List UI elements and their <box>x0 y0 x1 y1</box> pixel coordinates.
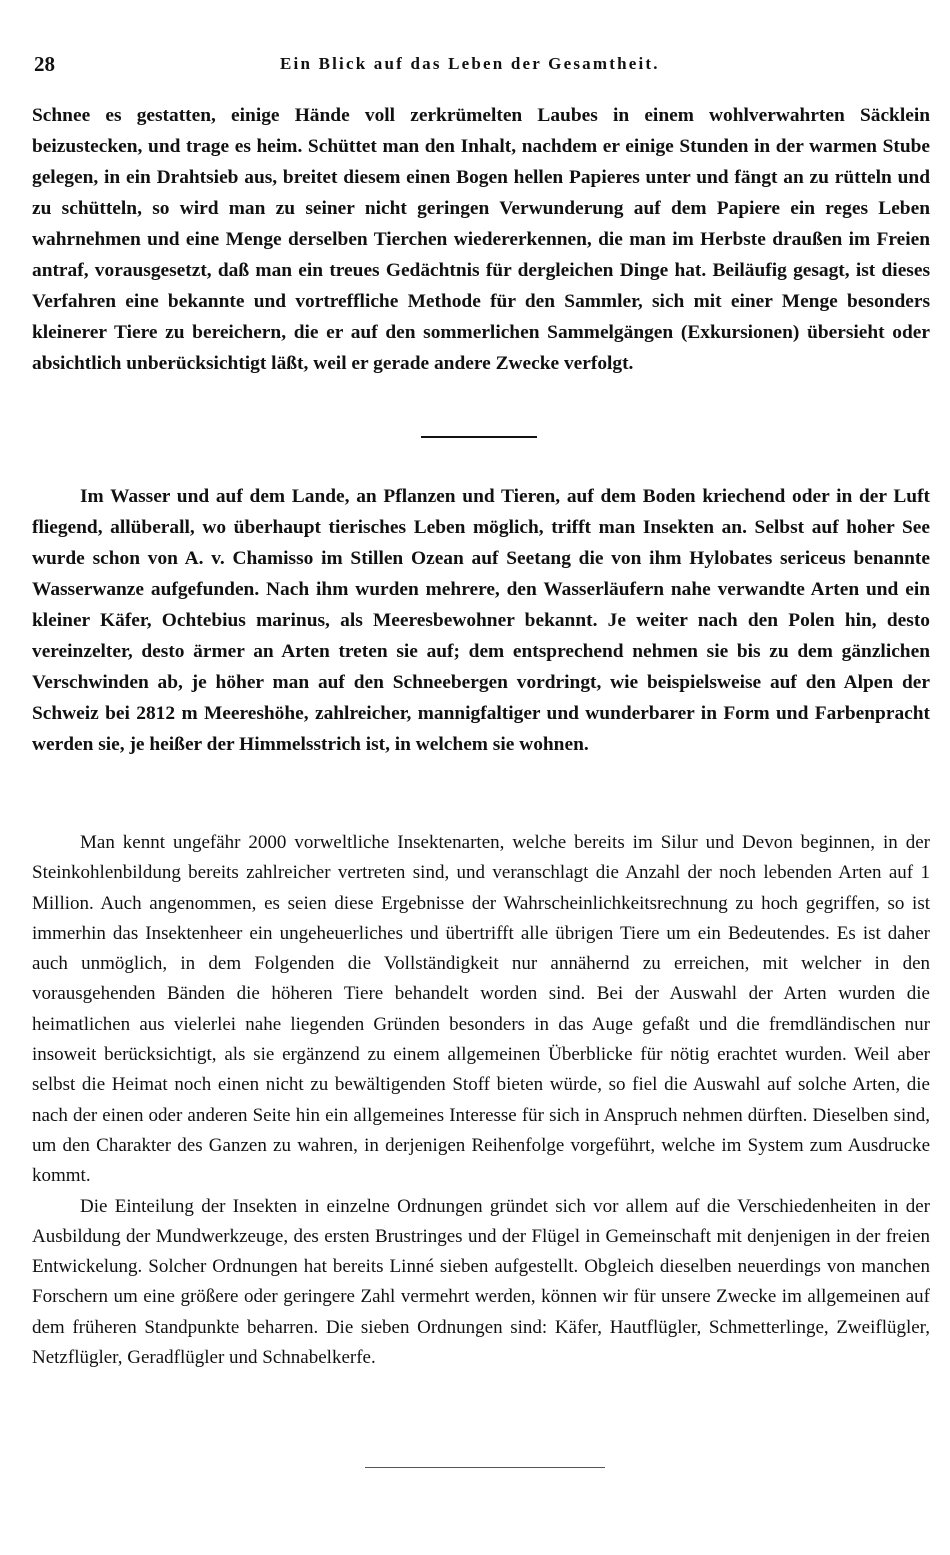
continuation-section <box>32 100 930 379</box>
species-count-section <box>32 828 930 1373</box>
bottom-rule <box>365 1467 605 1468</box>
continuation-paragraph: Schnee es gestatten, einige Hände voll zerkrümelten Laubes in einem wohlverwahrten Säcklein beizustecken, und trage es heim. Schüttet man den Inhalt, nachdem er einige Stunden in der warmen Stube gelegen, in ein Drahtsieb aus, breitet diesem einen Bogen hellen Papieres unter und fängt an zu rütteln und zu schütteln, so wird man zu seiner nicht geringen Verwunderung auf dem Papiere ein reges Leben wahrnehmen und eine Menge derselben Tierchen wiedererkennen, die man im Herbste draußen im Freien antraf, vorausgesetzt, daß man ein treues Gedächtnis für dergleichen Dinge hat. Beiläufig gesagt, ist dieses Verfahren eine bekannte und vortreffliche Methode für den Sammler, sich mit einer Menge besonders kleinerer Tiere zu bereichern, die er auf den sommerlichen Sammelgängen (Exkursionen) übersieht oder absichtlich unberücksichtigt läßt, weil er gerade andere Zwecke verfolgt. <box>32 105 930 374</box>
insects-everywhere-paragraph: Im Wasser und auf dem Lande, an Pflanzen und Tieren, auf dem Boden kriechend oder in der Luft fliegend, allüberall, wo überhaupt tierisches Leben möglich, trifft man Insekten an. Selbst auf hoher See wurde schon von A. v. Chamisso im Stillen Ozean auf Seetang die von ihm Hylobates sericeus benannte Wasserwanze aufgefunden. Nach ihm wurden mehrere, den Wasserläufern nahe verwandte Arten und ein kleiner Käfer, Ochtebius marinus, als Meeresbewohner bekannt. Je weiter nach den Polen hin, desto vereinzelter, desto ärmer an Arten treten sie auf; dem entsprechend nehmen sie bis zu dem gänzlichen Verschwinden ab, je höher man auf den Schneebergen vordringt, wie beispielsweise auf den Alpen der Schweiz bei 2812 m Meereshöhe, zahlreicher, mannigfaltiger und wunderbarer in Form und Farbenpracht werden sie, je heißer der Himmelsstrich ist, in welchem sie wohnen. <box>32 486 930 755</box>
section-divider <box>421 436 537 438</box>
page-number: 28 <box>34 52 55 76</box>
page-header <box>30 52 920 84</box>
insects-everywhere-section <box>32 481 930 760</box>
orders-paragraph: Die Einteilung der Insekten in einzelne Ordnungen gründet sich vor allem auf die Verschiedenheiten in der Ausbildung der Mundwerkzeuge, des ersten Brustringes und der Flügel in Gemeinschaft mit denjenigen in der freien Entwickelung. Solcher Ordnungen hat bereits Linné sieben aufgestellt. Obgleich dieselben neuerdings von manchen Forschern um eine größere oder geringere Zahl vermehrt werden, können wir für unsere Zwecke im allgemeinen auf dem früheren Standpunkte beharren. Die sieben Ordnungen sind: Käfer, Hautflügler, Schmetterlinge, Zweiflügler, Netzflügler, Geradflügler und Schnabelkerfe. <box>32 1195 930 1369</box>
running-head: Ein Blick auf das Leben der Gesamtheit. <box>280 54 660 73</box>
species-count-paragraph: Man kennt ungefähr 2000 vorweltliche Insektenarten, welche bereits im Silur und Devon beginnen, in der Steinkohlenbildung bereits zahlreicher vertreten sind, und veranschlagt die Anzahl der noch lebenden Arten auf 1 Million. Auch angenommen, es seien diese Ergebnisse der Wahrscheinlichkeitsrechnung zu hoch gegriffen, so ist immerhin das Insektenheer ein ungeheuerliches und übertrifft alle übrigen Tiere um ein Bedeutendes. Es ist daher auch unmöglich, in dem Folgenden die Vollständigkeit nur annähernd zu erreichen, mit welcher in den vorausgehenden Bänden die höheren Tiere behandelt worden sind. Bei der Auswahl der Arten wurden die heimatlichen aus vielerlei nahe liegenden Gründen besonders in das Auge gefaßt und die fremdländischen nur insoweit berücksichtigt, als sie ergänzend zu einem allgemeinen Überblicke für nötig erachtet wurden. Weil aber selbst die Heimat noch einen nicht zu bewältigenden Stoff bieten würde, so fiel die Auswahl auf solche Arten, die nach der einen oder anderen Seite hin ein allgemeines Interesse für sich in Anspruch nehmen dürften. Dieselben sind, um den Charakter des Ganzen zu wahren, in derjenigen Reihenfolge vorgeführt, welche im System zum Ausdrucke kommt. <box>32 832 930 1187</box>
